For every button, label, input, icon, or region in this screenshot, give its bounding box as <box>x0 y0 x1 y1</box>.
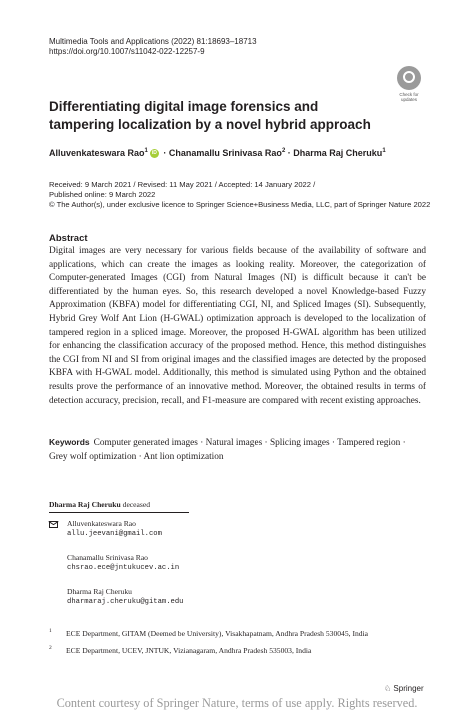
journal-citation: Multimedia Tools and Applications (2022) 81:18693–18713 <box>49 37 257 46</box>
author-affil-ref: 1 <box>144 148 148 154</box>
publisher-name: Springer <box>393 684 424 693</box>
doi-link[interactable]: https://doi.org/10.1007/s11042-022-12257-9 <box>49 47 205 56</box>
contact-name: Dharma Raj Cheruku <box>67 587 132 596</box>
contact-name: Alluvenkateswara Rao <box>67 519 136 528</box>
affiliation-item <box>49 645 312 656</box>
author-name[interactable]: Alluvenkateswara Rao <box>49 148 145 158</box>
dates-line1: Received: 9 March 2021 / Revised: 11 May 2021 / Accepted: 14 January 2022 / <box>49 180 316 189</box>
springer-horse-icon: ♘ <box>384 684 392 693</box>
deceased-label: deceased <box>122 500 151 509</box>
orcid-icon[interactable]: iD <box>151 150 157 157</box>
contact-entry <box>67 553 179 573</box>
affiliation-number: 2 <box>49 645 52 651</box>
copyright-line: © The Author(s), under exclusive licence to Springer Science+Business Media, LLC, part of Springer Nature 2022 <box>49 200 431 209</box>
badge-line2: updates <box>400 97 417 102</box>
envelope-icon <box>49 521 58 528</box>
abstract-heading: Abstract <box>49 233 88 244</box>
badge-line1: Check for <box>399 92 419 97</box>
publication-dates <box>49 180 430 210</box>
footnote-divider <box>49 512 189 513</box>
keywords <box>49 436 426 464</box>
author-affil-ref: 2 <box>281 148 286 154</box>
check-updates-icon <box>397 66 421 90</box>
deceased-note <box>49 500 150 509</box>
keywords-label: Keywords <box>49 437 90 447</box>
contact-entry <box>67 587 183 607</box>
contact-name: Chanamallu Srinivasa Rao <box>67 553 148 562</box>
deceased-name: Dharma Raj Cheruku <box>49 500 121 509</box>
dates-line2: Published online: 9 March 2022 <box>49 190 156 199</box>
affiliation-text: ECE Department, GITAM (Deemed be University), Visakhapatnam, Andhra Pradesh 530045, India <box>66 629 369 638</box>
courtesy-banner: Content courtesy of Springer Nature, terms of use apply. Rights reserved. <box>56 696 418 710</box>
check-for-updates-badge[interactable] <box>392 66 426 104</box>
contact-entry <box>67 519 162 539</box>
affiliation-number: 1 <box>49 628 52 634</box>
affiliation-item <box>49 628 369 639</box>
contact-email[interactable]: allu.jeevani@gmail.com <box>67 530 162 538</box>
author-name[interactable]: Chanamallu Srinivasa Rao <box>168 148 282 158</box>
keywords-list: Computer generated images · Natural images · Splicing images · Tampered region · Grey wolf optimization · Ant lion optimization <box>49 438 406 462</box>
paper-title: Differentiating digital image forensics and tampering localization by a novel hybrid approach <box>49 99 371 132</box>
author-affil-ref: 1 <box>382 148 386 154</box>
affiliation-text: ECE Department, UCEV, JNTUK, Vizianagaram, Andhra Pradesh 535003, India <box>66 646 312 655</box>
springer-logo <box>384 684 424 693</box>
author-list: Alluvenkateswara Rao$^1$ iD · Chanamallu Srinivasa Rao$^2$ · Dharma Raj Cheruku$^1$ <box>49 148 386 158</box>
contact-email[interactable]: dharmaraj.cheruku@gitam.edu <box>67 598 184 606</box>
author-name[interactable]: Dharma Raj Cheruku <box>293 148 383 158</box>
journal-header <box>49 37 257 57</box>
contact-email[interactable]: chsrao.ece@jntukucev.ac.in <box>67 564 180 572</box>
abstract-body: Digital images are very necessary for various fields because of the availability of software and applications, which can create the images as looking reality. Moreover, the categorization of Computer-generated Images (CGI) from Natural Images (NI) is difficult because it can't be differentiated by the human eyes. So, this research developed a novel Knowledge-based Fuzzy Approximation (KBFA) model for differentiating CGI, NI, and Spliced Images (SI). Subsequently, Hybrid Grey Wolf Ant Lion (H-GWAL) optimization approach is developed to the localization of tampered region in a spliced image. Moreover, the proposed H-GWAL algorithm has been utilized for enhancing the classification accuracy of the proposed method. Hence, this method distinguishes the CGI from NI and SI from original images and the classified images are detected by the proposed KBFA with H-GWAL model. Additionally, this method is simulated using Python and the obtained results prove the performance of an innovative method. Moreover, the obtained results in terms of detection accuracy, precision, recall, and F1-measure are compared with recent existing approaches. <box>49 246 426 406</box>
